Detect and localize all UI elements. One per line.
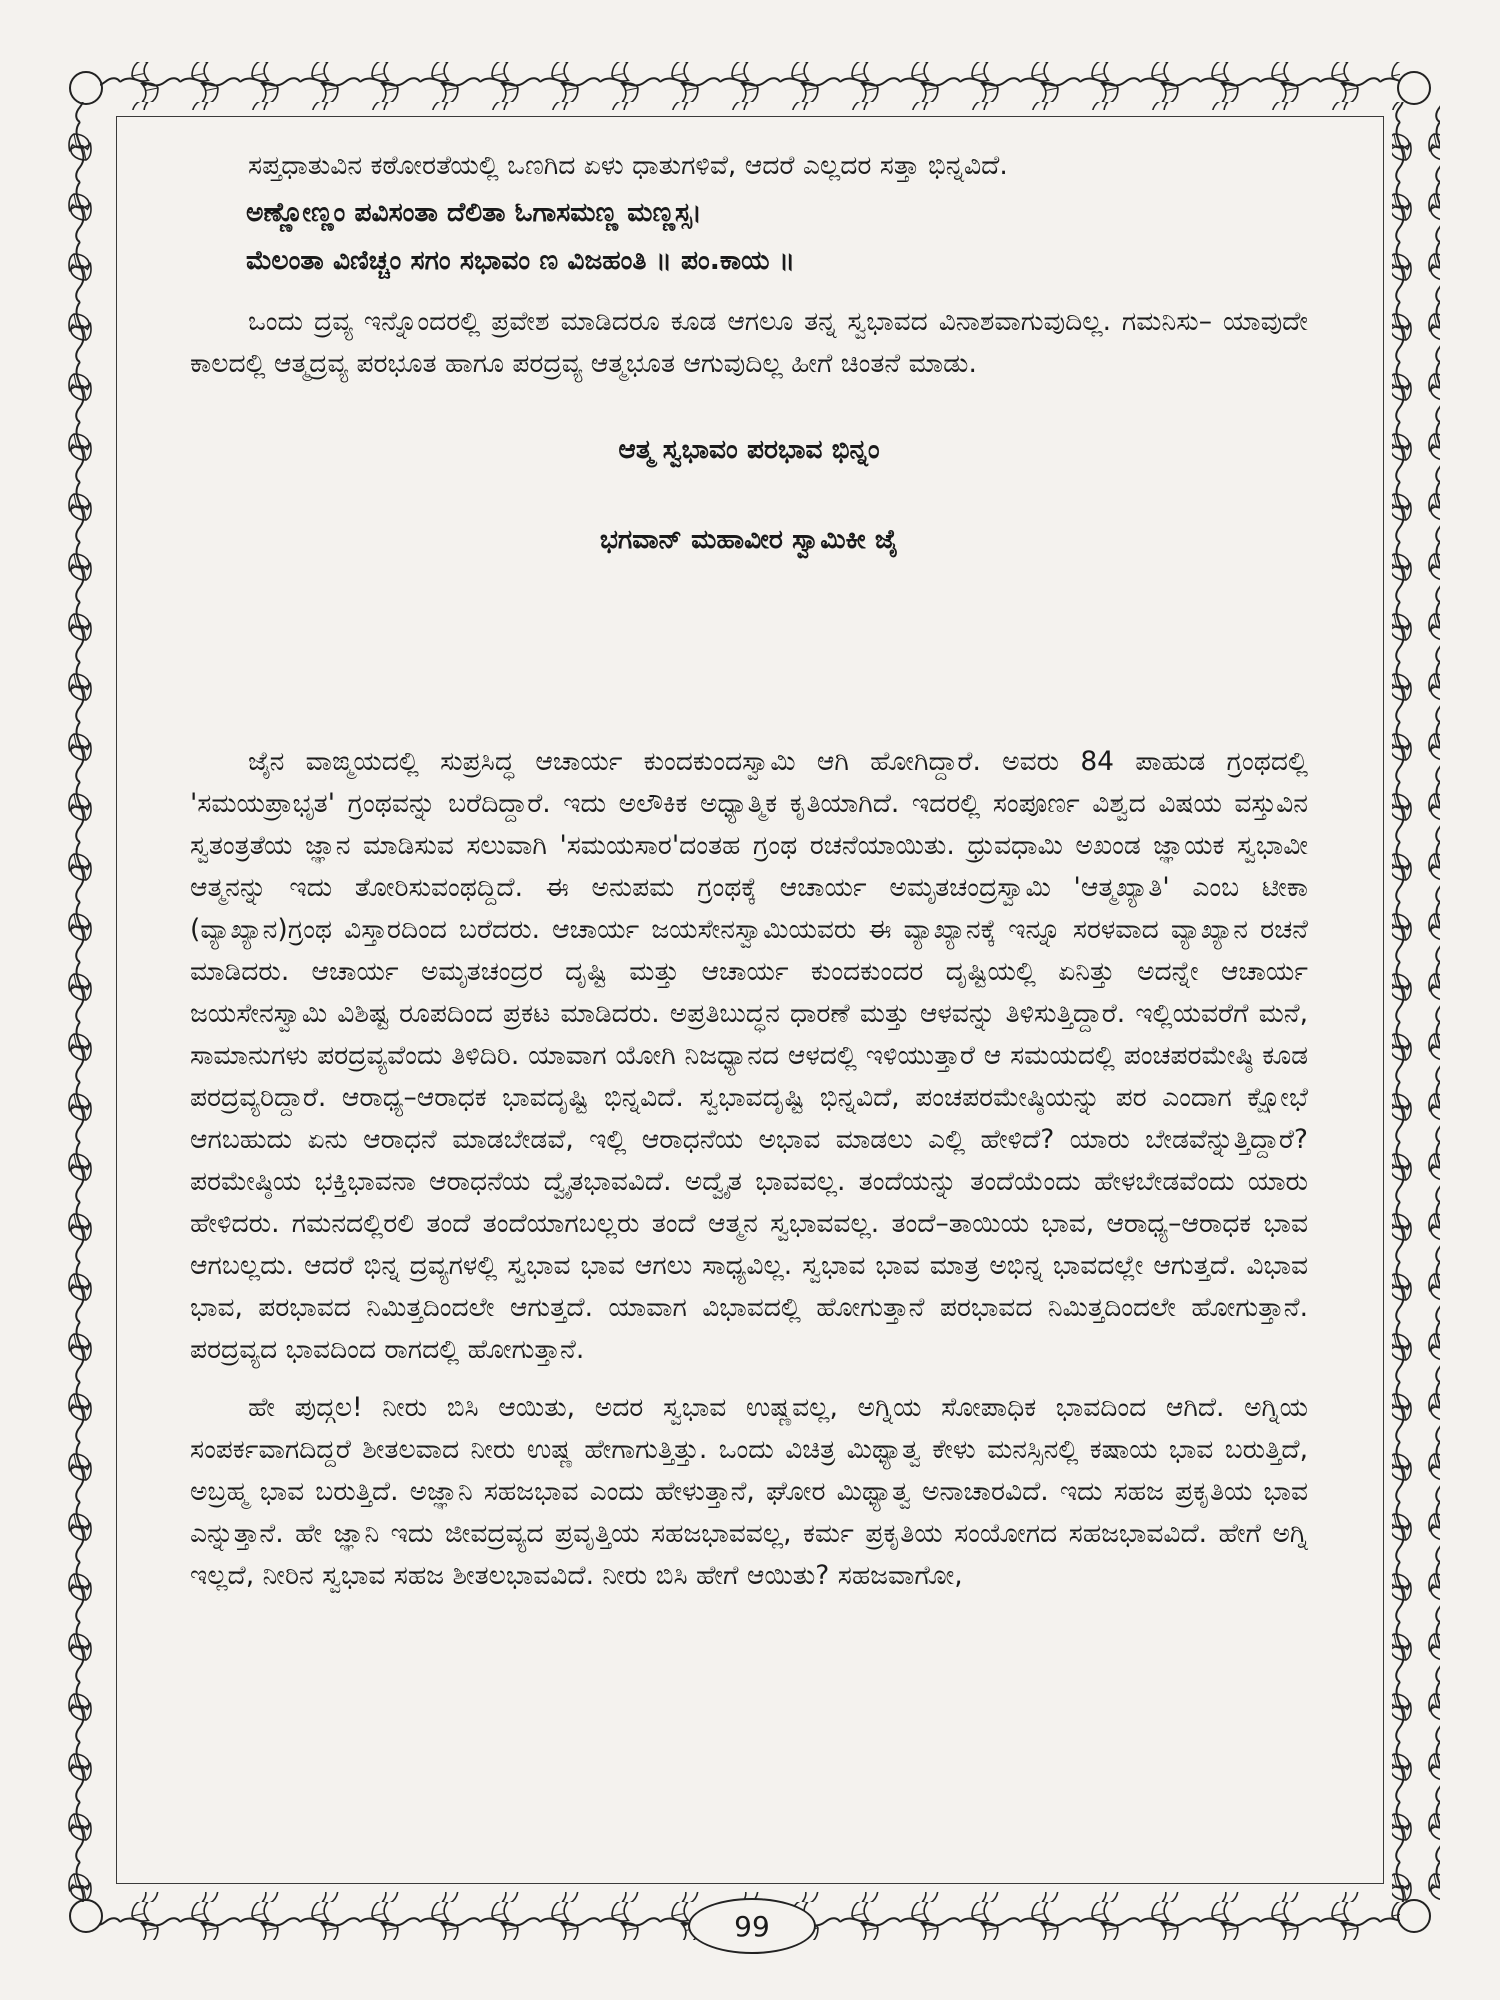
paragraph-intro: ಸಪ್ತಧಾತುವಿನ ಕಠೋರತೆಯಲ್ಲಿ ಒಣಗಿದ ಏಳು ಧಾತುಗಳಿವೆ, ಆದರೆ ಎಲ್ಲದರ ಸತ್ತಾ ಭಿನ್ನವಿದೆ. (248, 150, 1008, 181)
heading-line-1: ಆತ್ಮ ಸ್ವಭಾವಂ ಪರಭಾವ ಭಿನ್ನಂ (618, 434, 880, 465)
paragraph-pudgala: ಹೇ ಪುದ್ಗಲ! ನೀರು ಬಿಸಿ ಆಯಿತು, ಅದರ ಸ್ವಭಾವ ಉಷ್ಣವಲ್ಲ, ಅಗ್ನಿಯ ಸೋಪಾಧಿಕ ಭಾವದಿಂದ ಆಗಿದೆ. ಅಗ್ನಿಯ ಸಂಪರ್ಕವಾಗದಿದ್ದರೆ ಶೀತಲವಾದ ನೀರು ಉಷ್ಣ ಹೇಗಾಗುತ್ತಿತ್ತು. ಒಂದು ವಿಚಿತ್ರ ಮಿಥ್ಯಾತ್ವ ಕೇಳು ಮನಸ್ಸಿನಲ್ಲಿ ಕಷಾಯ ಭಾವ ಬರುತ್ತಿದೆ, ಅಬ್ರಹ್ಮ ಭಾವ ಬರುತ್ತಿದೆ. ಅಜ್ಞಾನಿ ಸಹಜಭಾವ ಎಂದು ಹೇಳುತ್ತಾನೆ, ಘೋರ ಮಿಥ್ಯಾತ್ವ ಅನಾಚಾರವಿದೆ. ಇದು ಸಹಜ ಪ್ರಕೃತಿಯ ಭಾವ ಎನ್ನುತ್ತಾನೆ. ಹೇ ಜ್ಞಾನಿ ಇದು ಜೀವದ್ರವ್ಯದ ಪ್ರವೃತ್ತಿಯ ಸಹಜಭಾವವಲ್ಲ, ಕರ್ಮ ಪ್ರಕೃತಿಯ ಸಂಯೋಗದ ಸಹಜಭಾವವಿದೆ. ಹೇಗೆ ಅಗ್ನಿ ಇಲ್ಲದೆ, ನೀರಿನ ಸ್ವಭಾವ ಸಹಜ ಶೀತಲಭಾವವಿದೆ. ನೀರು ಬಿಸಿ ಹೇಗೆ ಆಯಿತು? ಸಹಜವಾಗೋ, (190, 1392, 1308, 1591)
verse-line-1: ಅಣ್ಣೋಣ್ಣಂ ಪವಿಸಂತಾ ದೆಲಿತಾ ಓಗಾಸಮಣ್ಣ ಮಣ್ಣಸ್ಸ। (246, 197, 702, 228)
paragraph-verse-meaning: ಒಂದು ದ್ರವ್ಯ ಇನ್ನೊಂದರಲ್ಲಿ ಪ್ರವೇಶ ಮಾಡಿದರೂ ಕೂಡ ಆಗಲೂ ತನ್ನ ಸ್ವಭಾವದ ವಿನಾಶವಾಗುವುದಿಲ್ಲ. ಗಮನಿಸು– ಯಾವುದೇ ಕಾಲದಲ್ಲಿ ಆತ್ಮದ್ರವ್ಯ ಪರಭೂತ ಹಾಗೂ ಪರದ್ರವ್ಯ ಆತ್ಮಭೂತ ಆಗುವುದಿಲ್ಲ ಹೀಗೆ ಚಿಂತನೆ ಮಾಡು. (190, 306, 1308, 379)
page-number: 99 (688, 1898, 816, 1954)
paragraph-samayasara: ಜೈನ ವಾಙ್ಮಯದಲ್ಲಿ ಸುಪ್ರಸಿದ್ಧ ಆಚಾರ್ಯ ಕುಂದಕುಂದಸ್ವಾಮಿ ಆಗಿ ಹೋಗಿದ್ದಾರೆ. ಅವರು 84 ಪಾಹುಡ ಗ್ರಂಥದಲ್ಲಿ 'ಸಮಯಪ್ರಾಭೃತ' ಗ್ರಂಥವನ್ನು ಬರೆದಿದ್ದಾರೆ. ಇದು ಅಲೌಕಿಕ ಅಧ್ಯಾತ್ಮಿಕ ಕೃತಿಯಾಗಿದೆ. ಇದರಲ್ಲಿ ಸಂಪೂರ್ಣ ವಿಶ್ವದ ವಿಷಯ ವಸ್ತುವಿನ ಸ್ವತಂತ್ರತೆಯ ಜ್ಞಾನ ಮಾಡಿಸುವ ಸಲುವಾಗಿ 'ಸಮಯಸಾರ'ದಂತಹ ಗ್ರಂಥ ರಚನೆಯಾಯಿತು. ಧ್ರುವಧಾಮಿ ಅಖಂಡ ಜ್ಞಾಯಕ ಸ್ವಭಾವೀ ಆತ್ಮನನ್ನು ಇದು ತೋರಿಸುವಂಥದ್ದಿದೆ. ಈ ಅನುಪಮ ಗ್ರಂಥಕ್ಕೆ ಆಚಾರ್ಯ ಅಮೃತಚಂದ್ರಸ್ವಾಮಿ 'ಆತ್ಮಖ್ಯಾತಿ' ಎಂಬ ಟೀಕಾ (ವ್ಯಾಖ್ಯಾನ)ಗ್ರಂಥ ವಿಸ್ತಾರದಿಂದ ಬರೆದರು. ಆಚಾರ್ಯ ಜಯಸೇನಸ್ವಾಮಿಯವರು ಈ ವ್ಯಾಖ್ಯಾನಕ್ಕೆ ಇನ್ನೂ ಸರಳವಾದ ವ್ಯಾಖ್ಯಾನ ರಚನೆ ಮಾಡಿದರು. ಆಚಾರ್ಯ ಅಮೃತಚಂದ್ರರ ದೃಷ್ಟಿ ಮತ್ತು ಆಚಾರ್ಯ ಕುಂದಕುಂದರ ದೃಷ್ಟಿಯಲ್ಲಿ ಏನಿತ್ತು ಅದನ್ನೇ ಆಚಾರ್ಯ ಜಯಸೇನಸ್ವಾಮಿ ವಿಶಿಷ್ಟ ರೂಪದಿಂದ ಪ್ರಕಟ ಮಾಡಿದರು. ಅಪ್ರತಿಬುದ್ಧನ ಧಾರಣೆ ಮತ್ತು ಆಳವನ್ನು ತಿಳಿಸುತ್ತಿದ್ದಾರೆ. ಇಲ್ಲಿಯವರೆಗೆ ಮನೆ, ಸಾಮಾನುಗಳು ಪರದ್ರವ್ಯವೆಂದು ತಿಳಿದಿರಿ. ಯಾವಾಗ ಯೋಗಿ ನಿಜಧ್ಯಾನದ ಆಳದಲ್ಲಿ ಇಳಿಯುತ್ತಾರೆ ಆ ಸಮಯದಲ್ಲಿ ಪಂಚಪರಮೇಷ್ಠಿ ಕೂಡ ಪರದ್ರವ್ಯರಿದ್ದಾರೆ. ಆರಾಧ್ಯ–ಆರಾಧಕ ಭಾವದೃಷ್ಟಿ ಭಿನ್ನವಿದೆ. ಸ್ವಭಾವದೃಷ್ಟಿ ಭಿನ್ನವಿದೆ, ಪಂಚಪರಮೇಷ್ಠಿಯನ್ನು ಪರ ಎಂದಾಗ ಕ್ಷೋಭೆ ಆಗಬಹುದು ಏನು ಆರಾಧನೆ ಮಾಡಬೇಡವೆ, ಇಲ್ಲಿ ಆರಾಧನೆಯ ಅಭಾವ ಮಾಡಲು ಎಲ್ಲಿ ಹೇಳಿದೆ? ಯಾರು ಬೇಡವೆನ್ನುತ್ತಿದ್ದಾರೆ? ಪರಮೇಷ್ಠಿಯ ಭಕ್ತಿಭಾವನಾ ಆರಾಧನೆಯ ದ್ವೈತಭಾವವಿದೆ. ಅದ್ವೈತ ಭಾವವಲ್ಲ. ತಂದೆಯನ್ನು ತಂದೆಯೆಂದು ಹೇಳಬೇಡವೆಂದು ಯಾರು ಹೇಳಿದರು. ಗಮನದಲ್ಲಿರಲಿ ತಂದೆ ತಂದೆಯಾಗಬಲ್ಲರು ತಂದೆ ಆತ್ಮನ ಸ್ವಭಾವವಲ್ಲ. ತಂದೆ–ತಾಯಿಯ ಭಾವ, ಆರಾಧ್ಯ–ಆರಾಧಕ ಭಾವ ಆಗಬಲ್ಲದು. ಆದರೆ ಭಿನ್ನ ದ್ರವ್ಯಗಳಲ್ಲಿ ಸ್ವಭಾವ ಭಾವ ಆಗಲು ಸಾಧ್ಯವಿಲ್ಲ. ಸ್ವಭಾವ ಭಾವ ಮಾತ್ರ ಅಭಿನ್ನ ಭಾವದಲ್ಲೇ ಆಗುತ್ತದೆ. ವಿಭಾವ ಭಾವ, ಪರಭಾವದ ನಿಮಿತ್ತದಿಂದಲೇ ಆಗುತ್ತದೆ. ಯಾವಾಗ ವಿಭಾವದಲ್ಲಿ ಹೋಗುತ್ತಾನೆ ಪರಭಾವದ ನಿಮಿತ್ತದಿಂದಲೇ ಹೋಗುತ್ತಾನೆ. ಪರದ್ರವ್ಯದ ಭಾವದಿಂದ ರಾಗದಲ್ಲಿ ಹೋಗುತ್ತಾನೆ. (190, 746, 1308, 1365)
heading-line-2: ಭಗವಾನ್ ಮಹಾವೀರ ಸ್ವಾಮಿಕೀ ಜೈ (599, 524, 899, 555)
page-body (190, 145, 1308, 1900)
verse-line-2: ಮೆಲಂತಾ ವಿಣಿಚ್ಚಂ ಸಗಂ ಸಭಾವಂ ಣ ವಿಜಹಂತಿ ॥ ಪಂ.ಕಾಯ ॥ (246, 245, 795, 276)
